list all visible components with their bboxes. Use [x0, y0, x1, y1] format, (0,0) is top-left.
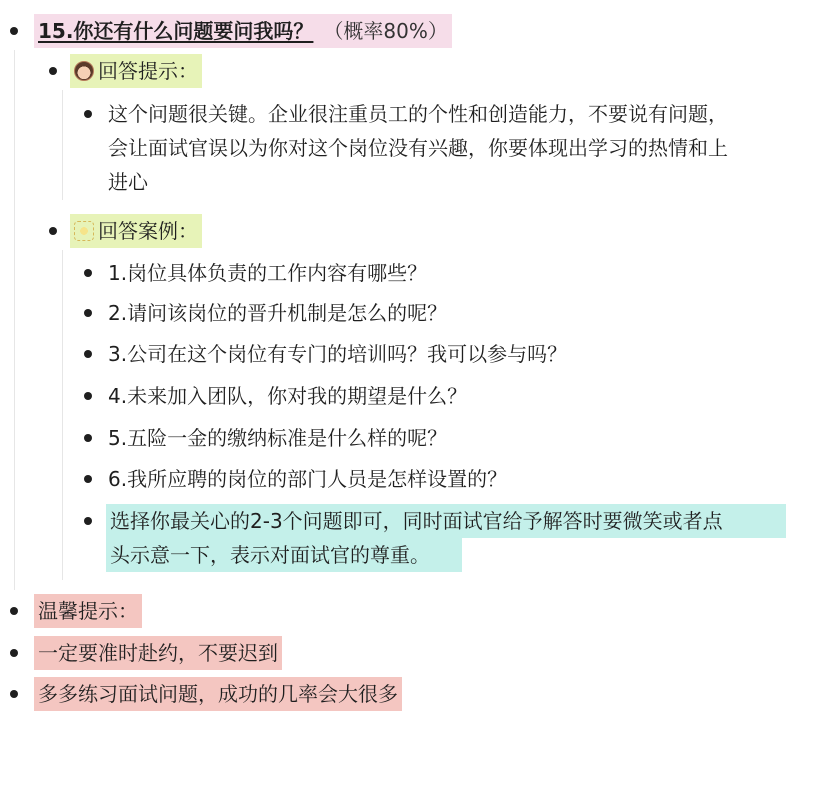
answer-example-heading — [70, 214, 202, 248]
warm-tip-heading: 温馨提示： — [34, 594, 142, 628]
answer-example-row — [0, 214, 828, 248]
answer-tip-row — [0, 54, 828, 88]
example-note — [110, 504, 800, 572]
answer-tip-line: 进心 — [108, 170, 148, 194]
answer-tip-label: 回答提示： — [98, 59, 198, 83]
bullet — [84, 269, 92, 277]
example-item: 3.公司在这个岗位有专门的培训吗？我可以参与吗？ — [108, 342, 568, 366]
bullet — [84, 309, 92, 317]
example-item: 5.五险一金的缴纳标准是什么样的呢？ — [108, 426, 448, 450]
bullet — [10, 690, 18, 698]
list-item — [0, 462, 828, 496]
example-note-line: 选择你最关心的2-3个问题即可，同时面试官给予解答时要微笑或者点 — [110, 509, 723, 533]
question-15-heading — [34, 14, 452, 48]
question-15-row — [0, 14, 828, 48]
bullet — [84, 392, 92, 400]
bullet — [84, 517, 92, 525]
question-15-probability: （概率80%） — [323, 19, 448, 43]
bullet — [84, 434, 92, 442]
answer-tip-line: 这个问题很关键。企业很注重员工的个性和创造能力，不要说有问题， — [108, 102, 728, 126]
list-item — [0, 296, 828, 330]
bullet — [10, 27, 18, 35]
example-note-line: 头示意一下，表示对面试官的尊重。 — [110, 543, 430, 567]
warm-tip-row — [0, 636, 828, 670]
warm-tip-item: 一定要准时赴约，不要迟到 — [34, 636, 282, 670]
warm-tip-row — [0, 594, 828, 628]
indent-guide-level2 — [62, 90, 63, 200]
list-item — [0, 337, 828, 371]
bullet — [84, 475, 92, 483]
list-item — [0, 421, 828, 455]
list-item — [0, 256, 828, 290]
answer-tip-line: 会让面试官误以为你对这个岗位没有兴趣，你要体现出学习的热情和上 — [108, 136, 728, 160]
bullet — [10, 607, 18, 615]
example-item: 6.我所应聘的岗位的部门人员是怎样设置的？ — [108, 467, 508, 491]
question-15-title: 15.你还有什么问题要问我吗？ — [38, 19, 314, 43]
example-item: 1.岗位具体负责的工作内容有哪些？ — [108, 261, 428, 285]
list-item — [0, 379, 828, 413]
sparkle-hands-icon — [74, 221, 94, 241]
warm-tip-row — [0, 677, 828, 711]
answer-tip-paragraph — [108, 97, 808, 199]
bullet — [49, 67, 57, 75]
girl-face-icon — [74, 61, 94, 81]
answer-example-label: 回答案例： — [98, 219, 198, 243]
warm-tip-item: 多多练习面试问题，成功的几率会大很多 — [34, 677, 402, 711]
bullet — [10, 649, 18, 657]
example-item: 2.请问该岗位的晋升机制是怎么的呢？ — [108, 301, 448, 325]
bullet — [84, 350, 92, 358]
bullet — [49, 227, 57, 235]
example-item: 4.未来加入团队，你对我的期望是什么？ — [108, 384, 468, 408]
bullet — [84, 110, 92, 118]
answer-tip-heading — [70, 54, 202, 88]
